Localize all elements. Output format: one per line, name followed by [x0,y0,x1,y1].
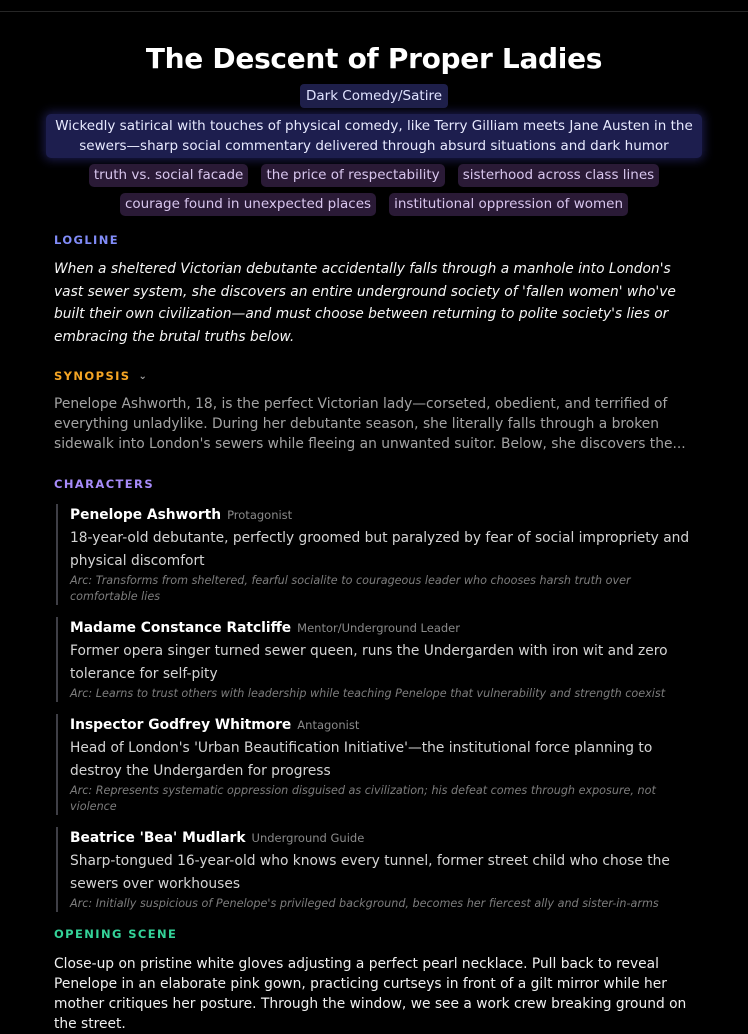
logline-heading: LOGLINE [54,233,120,247]
tone-description: Wickedly satirical with touches of physical comedy, like Terry Gilliam meets Jane Austen in the sewers—sharp social commentary delivered through absurd situations and dark humor [46,114,702,158]
story-title: The Descent of Proper Ladies [145,42,603,75]
character-arc: Arc: Transforms from sheltered, fearful socialite to courageous leader who chooses harsh truth over comfortable lies [70,574,631,603]
opening-scene-text: Close-up on pristine white gloves adjusting a perfect pearl necklace. Pull back to reveal Penelope in an elaborate pink gown, practicing curtseys in front of a gilt mirror while her mother critiques her posture. Through the window, we see a work crew breaking ground on the street. [54,956,687,1032]
character-arc: Arc: Learns to trust others with leadership while teaching Penelope that vulnerability and strength coexist [70,687,666,700]
character-card [56,504,694,605]
genre-badge: Dark Comedy/Satire [300,84,448,108]
theme-tag: courage found in unexpected places [120,193,376,216]
character-arc: Arc: Initially suspicious of Penelope's privileged background, becomes her fiercest ally and sister-in-arms [70,897,659,910]
character-arc: Arc: Represents systematic oppression disguised as civilization; his defeat comes through exposure, not violence [70,784,656,813]
genre-row [54,84,694,108]
character-card [56,827,694,912]
character-description: Sharp-tongued 16-year-old who knows every tunnel, former street child who chose the sewers over workhouses [70,853,670,892]
synopsis-text: Penelope Ashworth, 18, is the perfect Victorian lady—corseted, obedient, and terrified of everything unladylike. During her debutante season, she literally falls through a broken sidewalk into London's sewers while fleeing an unwanted suitor. Below, she discovers the... [54,396,686,452]
character-name: Beatrice 'Bea' Mudlark [70,830,246,846]
character-role: Protagonist [227,508,293,522]
story-card [54,40,694,1034]
character-role: Mentor/Underground Leader [297,621,460,635]
character-name: Inspector Godfrey Whitmore [70,717,292,733]
synopsis-heading: SYNOPSIS [54,369,131,383]
character-description: Former opera singer turned sewer queen, runs the Undergarden with iron wit and zero tolerance for self-pity [70,643,668,682]
character-role: Antagonist [297,718,360,732]
character-card [56,714,694,815]
character-card [56,617,694,702]
theme-tags [54,164,694,222]
synopsis-toggle[interactable] [54,368,694,384]
character-list [54,504,694,912]
opening-scene-heading: OPENING SCENE [54,927,178,941]
logline-text: When a sheltered Victorian debutante accidentally falls through a manhole into London's vast sewer system, she discovers an entire underground society of 'fallen women' who've built their own civilization—and must choose between returning to polite society's lies or embracing the brutal truths below. [54,261,676,345]
characters-heading: CHARACTERS [54,477,154,491]
character-role: Underground Guide [251,831,365,845]
chevron-down-icon[interactable]: ⌄ [138,371,149,382]
theme-tag: sisterhood across class lines [458,164,659,187]
character-name: Penelope Ashworth [70,507,222,523]
character-name: Madame Constance Ratcliffe [70,620,292,636]
theme-tag: institutional oppression of women [389,193,628,216]
theme-tag: the price of respectability [261,164,444,187]
character-description: 18-year-old debutante, perfectly groomed but paralyzed by fear of social impropriety and physical discomfort [70,530,690,569]
theme-tag: truth vs. social facade [89,164,249,187]
top-divider [0,11,748,12]
character-description: Head of London's 'Urban Beautification Initiative'—the institutional force planning to destroy the Undergarden for progress [70,740,653,779]
